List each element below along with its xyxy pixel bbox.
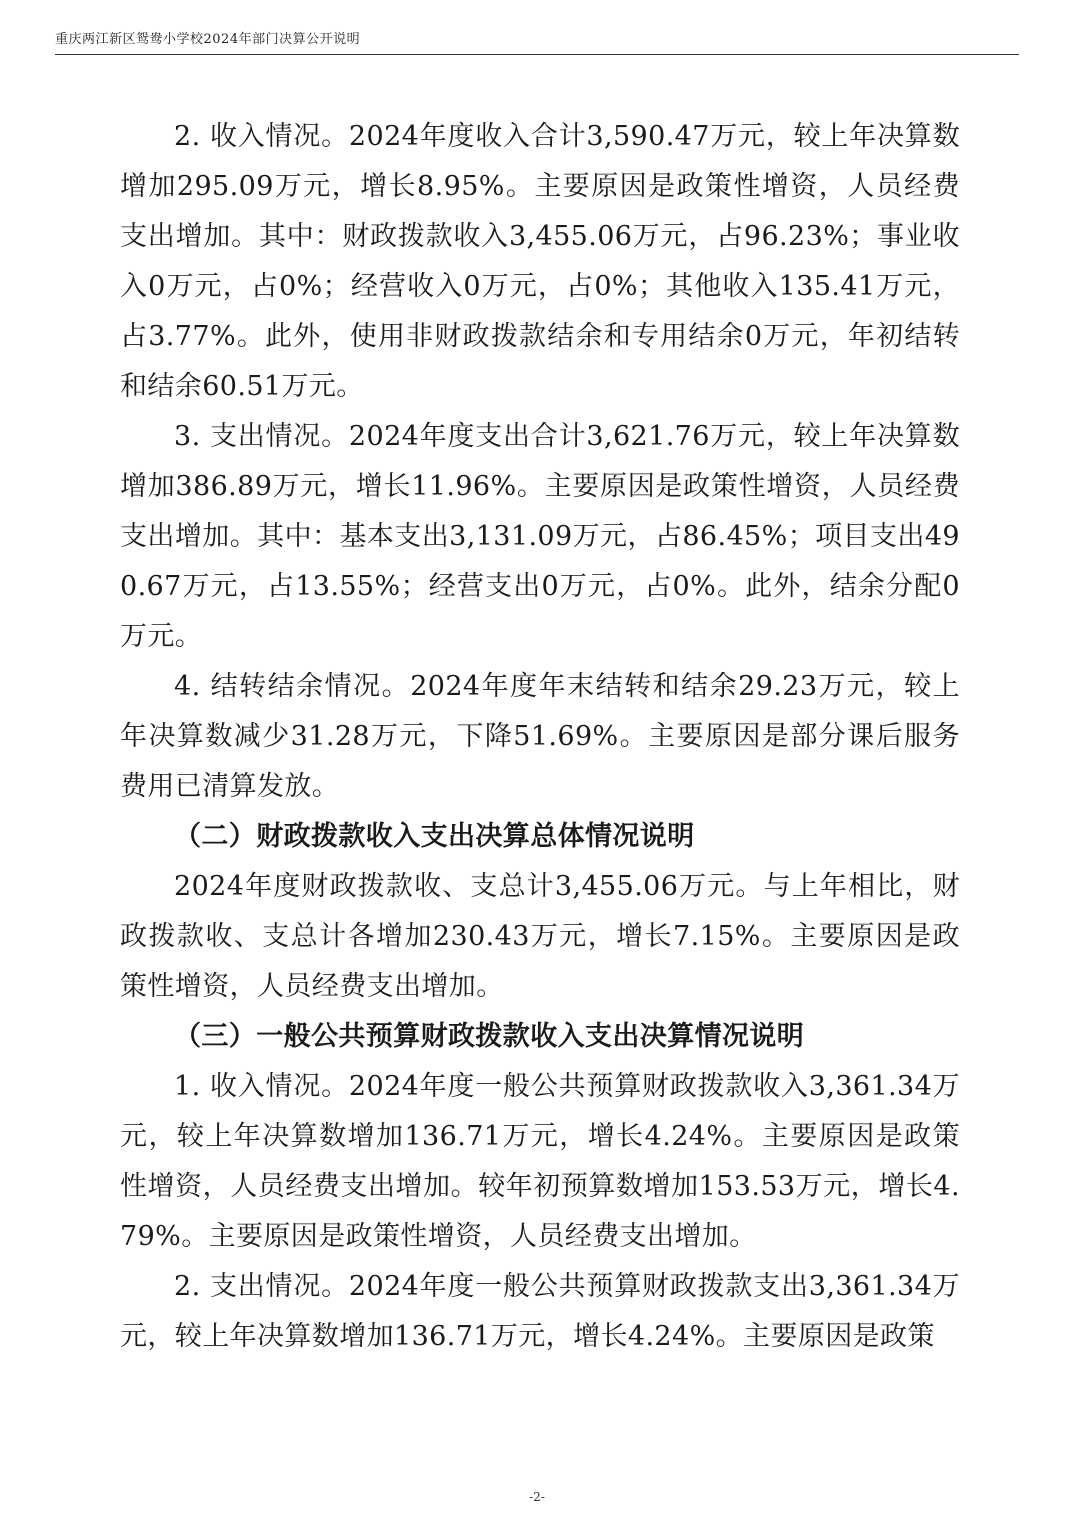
paragraph-general-expenditure: 2. 支出情况。2024年度一般公共预算财政拨款支出3,361.34万元，较上年决算数增加136.71万元，增长4.24%。主要原因是政策 (120, 1271, 960, 1352)
paragraph-carryover: 4. 结转结余情况。2024年度年末结转和结余29.23万元，较上年决算数减少31.28万元，下降51.69%。主要原因是部分课后服务费用已清算发放。 (120, 671, 960, 802)
paragraph-general-income: 1. 收入情况。2024年度一般公共预算财政拨款收入3,361.34万元，较上年决算数增加136.71万元，增长4.24%。主要原因是政策性增资，人员经费支出增加。较年初预算数增加153.53万元，增长4.79%。主要原因是政策性增资，人员经费支出增加。 (120, 1071, 960, 1252)
document-body (120, 112, 960, 1362)
paragraph-expenditure: 3. 支出情况。2024年度支出合计3,621.76万元，较上年决算数增加386.89万元，增长11.96%。主要原因是政策性增资，人员经费支出增加。其中：基本支出3,131.09万元，占86.45%；项目支出490.67万元，占13.55%；经营支出0万元，占0%。此外，结余分配0万元。 (120, 421, 960, 652)
paragraph-income: 2. 收入情况。2024年度收入合计3,590.47万元，较上年决算数增加295.09万元，增长8.95%。主要原因是政策性增资，人员经费支出增加。其中：财政拨款收入3,455.06万元，占96.23%；事业收入0万元，占0%；经营收入0万元，占0%；其他收入135.41万元，占3.77%。此外，使用非财政拨款结余和专用结余0万元，年初结转和结余60.51万元。 (120, 121, 960, 402)
section-heading-general-budget: （三）一般公共预算财政拨款收入支出决算情况说明 (174, 1021, 805, 1052)
paragraph-fiscal-overall: 2024年度财政拨款收、支总计3,455.06万元。与上年相比，财政拨款收、支总计各增加230.43万元，增长7.15%。主要原因是政策性增资，人员经费支出增加。 (120, 871, 960, 1002)
page-number: -2- (529, 1490, 545, 1504)
section-heading-fiscal-overall: （二）财政拨款收入支出决算总体情况说明 (174, 821, 695, 852)
header-rule (55, 54, 1019, 55)
running-header: 重庆两江新区鸳鸯小学校2024年部门决算公开说明 (55, 32, 361, 47)
